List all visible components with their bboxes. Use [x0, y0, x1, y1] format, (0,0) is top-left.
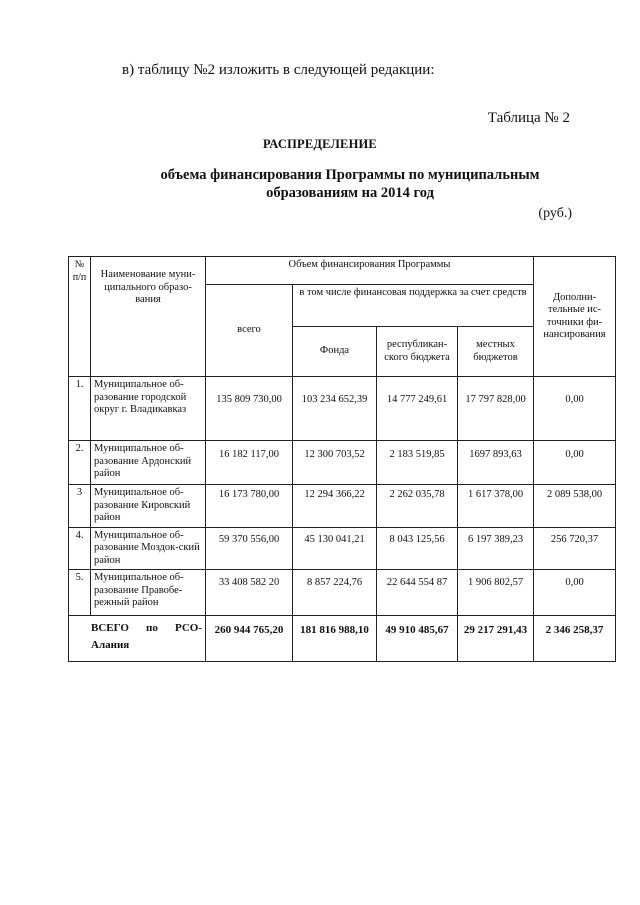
row-extra: 0,00	[534, 441, 616, 485]
total-row	[69, 616, 616, 662]
row-local: 1697 893,63	[458, 441, 534, 485]
total-label	[69, 616, 206, 662]
header-volume: Объем финансирования Программы	[206, 257, 534, 285]
subheading-line-1: объема финансирования Программы по муниципальным	[160, 167, 540, 183]
table-row	[69, 377, 616, 441]
row-extra: 2 089 538,00	[534, 485, 616, 528]
header-total: всего	[206, 285, 293, 377]
row-total: 16 173 780,00	[206, 485, 293, 528]
row-republic: 22 644 554 87	[377, 570, 458, 616]
row-total: 33 408 582 20	[206, 570, 293, 616]
row-republic: 14 777 249,61	[377, 377, 458, 441]
row-extra: 0,00	[534, 377, 616, 441]
total-total: 260 944 765,20	[206, 616, 293, 662]
total-republic: 49 910 485,67	[377, 616, 458, 662]
total-fund: 181 816 988,10	[293, 616, 377, 662]
header-num: № п/п	[69, 257, 91, 377]
table-label: Таблица № 2	[487, 110, 570, 126]
header-fund: Фонда	[293, 327, 377, 377]
row-num: 2.	[69, 441, 91, 485]
row-extra: 256 720,37	[534, 527, 616, 570]
header-name: Наименование муни-ципального образо-вания	[91, 257, 206, 377]
row-republic: 8 043 125,56	[377, 527, 458, 570]
total-extra: 2 346 258,37	[534, 616, 616, 662]
financing-table	[68, 256, 616, 662]
row-fund: 45 130 041,21	[293, 527, 377, 570]
row-total: 16 182 117,00	[206, 441, 293, 485]
row-fund: 8 857 224,76	[293, 570, 377, 616]
row-num: 5.	[69, 570, 91, 616]
row-fund: 12 294 366,22	[293, 485, 377, 528]
row-local: 17 797 828,00	[458, 377, 534, 441]
row-num: 4.	[69, 527, 91, 570]
header-row-1	[69, 257, 616, 285]
total-local: 29 217 291,43	[458, 616, 534, 662]
row-republic: 2 262 035,78	[377, 485, 458, 528]
row-fund: 103 234 652,39	[293, 377, 377, 441]
total-label-line-2: Алания	[91, 638, 130, 651]
table-row	[69, 485, 616, 528]
header-republic: республикан-ского бюджета	[377, 327, 458, 377]
header-local: местных бюджетов	[458, 327, 534, 377]
document-heading: РАСПРЕДЕЛЕНИЕ	[263, 137, 377, 151]
row-local: 1 617 378,00	[458, 485, 534, 528]
row-name: Муниципальное об-разование Моздок-ский район	[91, 527, 206, 570]
row-num: 3	[69, 485, 91, 528]
row-name: Муниципальное об-разование Ардонский район	[91, 441, 206, 485]
table-row	[69, 527, 616, 570]
header-support: в том числе финансовая поддержка за счет средств	[293, 285, 534, 327]
row-total: 59 370 556,00	[206, 527, 293, 570]
table-row	[69, 570, 616, 616]
document-subheading	[120, 166, 580, 202]
row-local: 6 197 389,23	[458, 527, 534, 570]
subheading-line-2: образованиям на 2014 год	[266, 185, 434, 201]
intro-text: в) таблицу №2 изложить в следующей редакции:	[122, 62, 435, 78]
row-name: Муниципальное об-разование городской округ г. Владикавказ	[91, 377, 206, 441]
row-name: Муниципальное об-разование Кировский район	[91, 485, 206, 528]
row-republic: 2 183 519,85	[377, 441, 458, 485]
row-extra: 0,00	[534, 570, 616, 616]
row-name: Муниципальное об-разование Правобе-режный район	[91, 570, 206, 616]
row-fund: 12 300 703,52	[293, 441, 377, 485]
row-local: 1 906 802,57	[458, 570, 534, 616]
total-label-line-1: ВСЕГО по РСО-	[91, 622, 202, 634]
row-num: 1.	[69, 377, 91, 441]
header-extra: Дополни-тельные ис-точники фи-нансирования	[534, 257, 616, 377]
currency-unit: (руб.)	[538, 206, 572, 221]
row-total: 135 809 730,00	[206, 377, 293, 441]
table-row	[69, 441, 616, 485]
